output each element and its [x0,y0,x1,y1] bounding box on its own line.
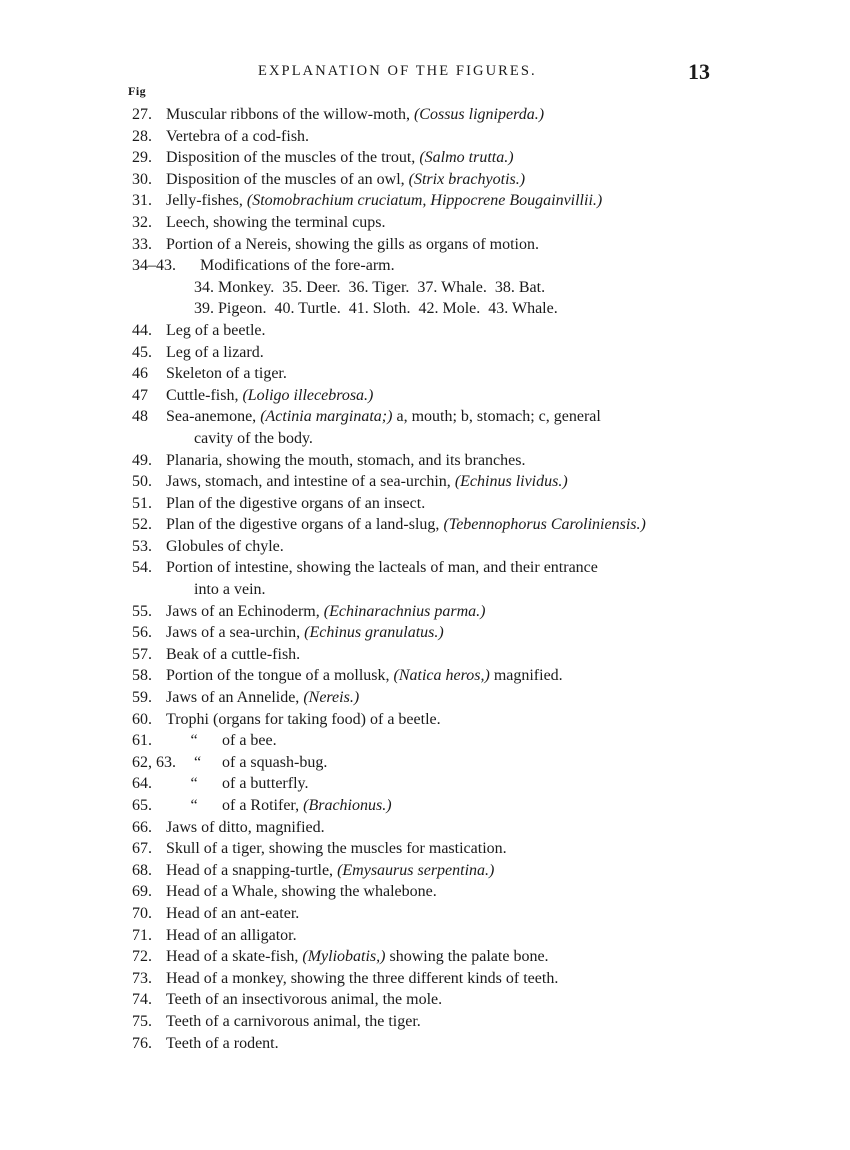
entry-description: Portion of intestine, showing the lacteals of man, and their entrance [166,559,598,577]
species-name: (Myliobatis,) [302,948,386,966]
entry-description: Jaws of a sea-urchin, [166,624,301,642]
figure-number: 64. [132,775,152,793]
figure-number: 52. [132,516,152,534]
figure-number: 27. [132,106,152,123]
species-name: (Salmo trutta.) [419,149,514,167]
figure-number: 46 [132,365,148,383]
entry-description: Jelly-fishes, [166,192,243,210]
figure-entry [132,255,732,277]
figure-number: 32. [132,213,152,231]
figure-entry [132,104,732,126]
entry-description: Disposition of the muscles of the trout, [166,149,416,167]
figure-list [132,104,732,1054]
figure-number: 54. [132,559,152,577]
entry-description: Jaws of an Echinoderm, [166,602,320,620]
figure-entry [132,342,732,364]
fig-column-label: Fig [128,84,147,98]
figure-number: 47 [132,386,148,404]
figure-number: 49. [132,451,152,469]
entry-description: Head of an alligator. [166,926,297,944]
species-name: (Loligo illecebrosa.) [242,386,374,404]
figure-number: 28. [132,127,152,145]
figure-entry [132,493,732,515]
entry-description: Cuttle-fish, [166,386,239,404]
figure-entry [132,363,732,385]
figure-entry [132,795,732,817]
entry-description: Head of a Whale, showing the whalebone. [166,883,437,901]
species-name: (Nereis.) [303,689,360,707]
figure-entry [132,773,732,795]
ditto-mark: “ [194,753,202,771]
figure-number: 74. [132,991,152,1009]
entry-description: Head of a monkey, showing the three different kinds of teeth. [166,969,559,987]
figure-entry [132,730,732,752]
species-name: (Echinus granulatus.) [304,624,444,642]
figure-number: 50. [132,473,152,491]
figure-entry [132,1011,732,1033]
figure-number: 70. [132,904,152,922]
entry-description: Leg of a lizard. [166,343,264,361]
figure-number: 73. [132,969,152,987]
species-name: (Echinarachnius parma.) [323,602,486,620]
figure-number: 53. [132,537,152,555]
figure-entry [132,212,732,234]
figure-number: 34–43. [132,257,176,275]
figure-number: 71. [132,926,152,944]
figure-entry [132,169,732,191]
figure-number: 44. [132,321,152,339]
figure-entry [132,450,732,472]
figure-entry [132,968,732,990]
entry-description: of a bee. [222,732,277,750]
entry-description: Skull of a tiger, showing the muscles for mastication. [166,840,507,858]
entry-continuation: into a vein. [194,581,266,599]
entry-description: Jaws, stomach, and intestine of a sea-urchin, [166,473,451,491]
figure-number: 76. [132,1034,152,1052]
figure-entry [132,385,732,407]
entry-description: Jaws of an Annelide, [166,689,300,707]
entry-description: Teeth of an insectivorous animal, the mole. [166,991,443,1009]
figure-entry [132,514,732,536]
entry-description: Trophi (organs for taking food) of a beetle. [166,710,441,728]
figure-entry [132,687,732,709]
figure-entry [132,406,732,428]
entry-description: of a squash-bug. [222,753,328,771]
figure-entry [132,925,732,947]
entry-description: Planaria, showing the mouth, stomach, and its branches. [166,451,526,469]
figure-number: 51. [132,494,152,512]
figure-number: 67. [132,840,152,858]
figure-entry [132,126,732,148]
species-name: (Cossus ligniperda.) [413,106,545,123]
figure-number: 62, 63. [132,753,176,771]
species-name: (Emysaurus serpentina.) [337,861,495,879]
entry-description: Plan of the digestive organs of an insect. [166,494,426,512]
figure-entry [132,234,732,256]
species-name: (Natica heros,) [393,667,490,685]
entry-description: Leech, showing the terminal cups. [166,213,386,231]
entry-description: Head of an ant-eater. [166,904,300,922]
figure-number: 69. [132,883,152,901]
entry-description: of a Rotifer, [222,797,300,814]
running-header [0,59,850,85]
figure-entry [132,536,732,558]
figure-number: 75. [132,1012,152,1030]
entry-description: of a butterfly. [222,775,309,793]
figure-entry [132,709,732,731]
figure-entry [132,752,732,774]
page-title: EXPLANATION OF THE FIGURES. [258,63,537,79]
entry-description: Leg of a beetle. [166,321,266,339]
species-name: (Brachionus.) [303,797,392,814]
figure-entry [132,320,732,342]
entry-description: Portion of a Nereis, showing the gills as organs of motion. [166,235,539,253]
entry-description: Globules of chyle. [166,537,284,555]
figure-number: 59. [132,689,152,707]
species-name: (Strix brachyotis.) [408,170,526,188]
figure-number: 58. [132,667,152,685]
entry-description: Head of a snapping-turtle, [166,861,334,879]
entry-description: Head of a skate-fish, [166,948,299,966]
figure-number: 72. [132,948,152,966]
figure-entry [132,1033,732,1055]
entry-tail: showing the palate bone. [389,948,549,966]
figure-number: 31. [132,192,152,210]
entry-description: Skeleton of a tiger. [166,365,287,383]
figure-entry [132,622,732,644]
figure-number: 48 [132,408,148,426]
entry-tail: magnified. [493,667,563,685]
figure-entry [132,601,732,623]
species-name: (Stomobrachium cruciatum, Hippocrene Bougainvillii.) [246,192,603,210]
figure-number: 56. [132,624,152,642]
entry-description: Teeth of a rodent. [166,1034,279,1052]
figure-entry [132,147,732,169]
figure-number: 61. [132,732,152,750]
species-name: (Tebennophorus Caroliniensis.) [443,516,646,534]
figure-number: 60. [132,710,152,728]
entry-description: Teeth of a carnivorous animal, the tiger. [166,1012,421,1030]
species-name: (Echinus lividus.) [454,473,568,491]
entry-description: Modifications of the fore-arm. [200,257,395,275]
figure-number: 33. [132,235,152,253]
figure-entry [132,557,732,579]
figure-entry [132,838,732,860]
species-name: (Actinia marginata;) [260,408,393,426]
figure-entry [132,817,732,839]
figure-entry [132,190,732,212]
figure-number: 45. [132,343,152,361]
figure-entry [132,644,732,666]
figure-entry [132,903,732,925]
page-number: 13 [688,59,710,84]
entry-description: Muscular ribbons of the willow-moth, [166,106,410,123]
ditto-mark: “ [190,775,198,793]
ditto-mark: “ [190,732,198,750]
entry-description: Portion of the tongue of a mollusk, [166,667,390,685]
entry-tail: a, mouth; b, stomach; c, general [396,408,601,426]
figure-number: 30. [132,170,152,188]
entry-continuation: cavity of the body. [194,429,313,447]
figure-entry [132,881,732,903]
figure-number: 65. [132,797,152,814]
entry-description: Disposition of the muscles of an owl, [166,170,405,188]
figure-entry [132,946,732,968]
figure-entry [132,989,732,1011]
figure-entry [132,471,732,493]
entry-description: Jaws of ditto, magnified. [166,818,325,836]
subentry-line: 34. Monkey. 35. Deer. 36. Tiger. 37. Whale. 38. Bat. [194,278,546,296]
subentry-line: 39. Pigeon. 40. Turtle. 41. Sloth. 42. Mole. 43. Whale. [194,300,558,318]
figure-number: 68. [132,861,152,879]
entry-description: Beak of a cuttle-fish. [166,645,301,663]
ditto-mark: “ [190,797,198,814]
entry-description: Vertebra of a cod-fish. [166,127,310,145]
figure-entry [132,860,732,882]
figure-number: 57. [132,645,152,663]
figure-number: 29. [132,149,152,167]
entry-description: Plan of the digestive organs of a land-slug, [166,516,440,534]
figure-entry [132,665,732,687]
entry-description: Sea-anemone, [166,408,257,426]
figure-number: 55. [132,602,152,620]
figure-number: 66. [132,818,152,836]
